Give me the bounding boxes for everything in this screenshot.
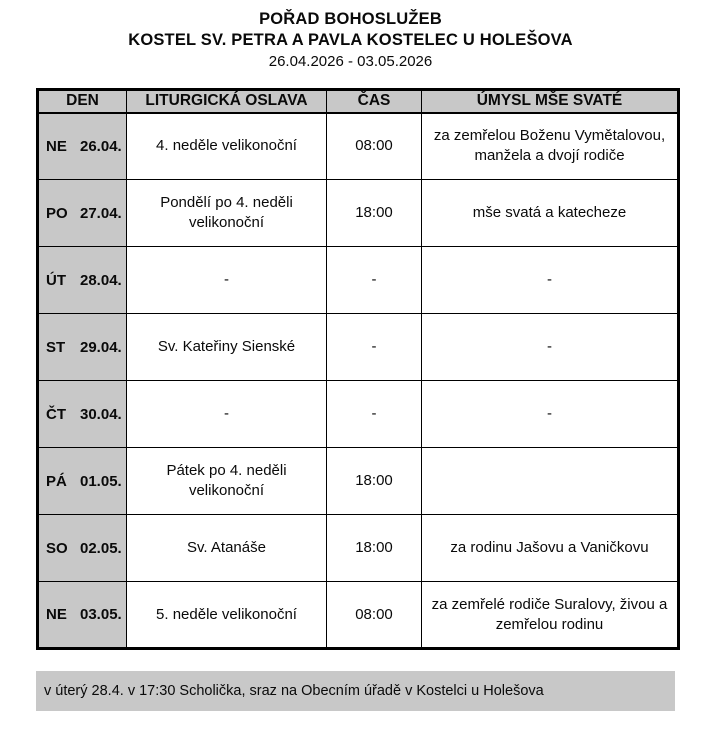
- intention-cell: za zemřelou Boženu Vymětalovou, manžela a dvojí rodiče: [422, 113, 679, 180]
- table-row: [38, 515, 679, 582]
- time-cell: -: [327, 381, 422, 448]
- time-cell: -: [327, 247, 422, 314]
- page-subtitle: KOSTEL SV. PETRA A PAVLA KOSTELEC U HOLEŠOVA: [128, 31, 573, 49]
- celebration-cell: -: [127, 381, 327, 448]
- celebration-cell: -: [127, 247, 327, 314]
- intention-cell: -: [422, 314, 679, 381]
- day-abbr: PO: [46, 204, 68, 222]
- table-row: [38, 381, 679, 448]
- intention-cell: za zemřelé rodiče Suralovy, živou a zemřelou rodinu: [422, 582, 679, 649]
- day-cell: [38, 180, 127, 247]
- day-cell: [38, 381, 127, 448]
- table-row: [38, 113, 679, 180]
- intention-cell: [422, 448, 679, 515]
- time-cell: -: [327, 314, 422, 381]
- day-date: 29.04.: [80, 338, 122, 356]
- col-header-day: DEN: [38, 90, 127, 113]
- date-range: 26.04.2026 - 03.05.2026: [268, 53, 433, 70]
- day-cell: [38, 515, 127, 582]
- table-header-row: [38, 90, 679, 113]
- table-row: [38, 448, 679, 515]
- intention-cell: -: [422, 381, 679, 448]
- celebration-cell: Pátek po 4. neděli velikonoční: [127, 448, 327, 515]
- intention-cell: mše svatá a katecheze: [422, 180, 679, 247]
- page-title: POŘAD BOHOSLUŽEB: [259, 10, 442, 28]
- day-cell: [38, 448, 127, 515]
- day-cell: [38, 314, 127, 381]
- day-date: 01.05.: [80, 472, 122, 490]
- day-date: 02.05.: [80, 539, 122, 557]
- day-date: 28.04.: [80, 271, 122, 289]
- day-abbr: ČT: [46, 405, 66, 423]
- day-cell: [38, 113, 127, 180]
- celebration-cell: 4. neděle velikonoční: [127, 113, 327, 180]
- time-cell: 18:00: [327, 515, 422, 582]
- day-abbr: PÁ: [46, 472, 67, 490]
- time-cell: 18:00: [327, 448, 422, 515]
- day-abbr: ST: [46, 338, 66, 356]
- day-cell: [38, 582, 127, 649]
- celebration-cell: Sv. Atanáše: [127, 515, 327, 582]
- day-abbr: NE: [46, 606, 67, 623]
- intention-cell: za rodinu Jašovu a Vaničkovu: [422, 515, 679, 582]
- celebration-cell: Pondělí po 4. neděli velikonoční: [127, 180, 327, 247]
- time-cell: 18:00: [327, 180, 422, 247]
- intention-cell: -: [422, 247, 679, 314]
- col-header-intention: ÚMYSL MŠE SVATÉ: [422, 90, 679, 113]
- table-row: [38, 582, 679, 649]
- footer-note: v úterý 28.4. v 17:30 Scholička, sraz na Obecním úřadě v Kostelci u Holešova: [36, 671, 675, 711]
- day-abbr: ÚT: [46, 271, 66, 289]
- document-header: [0, 9, 701, 72]
- celebration-cell: 5. neděle velikonoční: [127, 582, 327, 649]
- day-abbr: NE: [46, 137, 67, 155]
- day-date: 27.04.: [80, 204, 122, 222]
- table-row: [38, 180, 679, 247]
- day-date: 26.04.: [80, 137, 122, 155]
- day-date: 30.04.: [80, 405, 122, 423]
- schedule-table: [36, 88, 680, 650]
- day-date: 03.05.: [80, 606, 122, 623]
- table-row: [38, 247, 679, 314]
- day-abbr: SO: [46, 539, 68, 557]
- col-header-time: ČAS: [327, 90, 422, 113]
- celebration-cell: Sv. Kateřiny Sienské: [127, 314, 327, 381]
- day-cell: [38, 247, 127, 314]
- time-cell: 08:00: [327, 582, 422, 649]
- time-cell: 08:00: [327, 113, 422, 180]
- col-header-celebration: LITURGICKÁ OSLAVA: [127, 90, 327, 113]
- table-row: [38, 314, 679, 381]
